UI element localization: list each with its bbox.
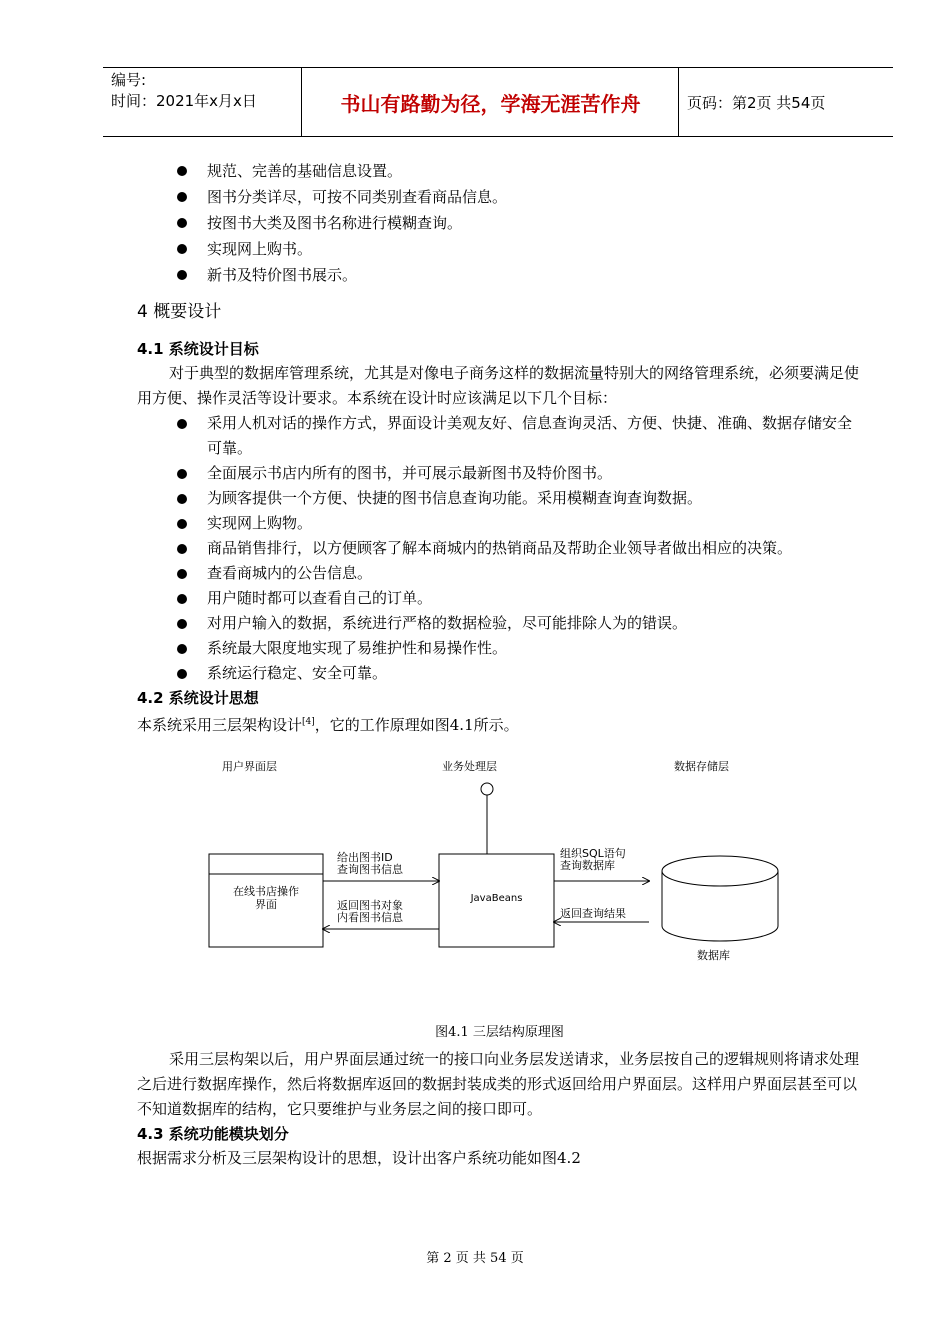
javabeans-label: JavaBeans <box>470 893 523 904</box>
list-item: 新书及特价图书展示。 <box>137 262 862 288</box>
section-4-1-intro: 对于典型的数据库管理系统，尤其是对像电子商务这样的数据流量特别大的网络管理系统，必须要满足使用方便、操作灵活等设计要求。本系统在设计时应该满足以下几个目标： <box>137 364 860 407</box>
ui-box-line: 界面 <box>255 898 277 911</box>
text-span: 本系统采用三层架构设计 <box>137 716 303 734</box>
list-item: 采用人机对话的操作方式，界面设计美观友好、信息查询灵活、方便、快捷、准确、数据存储安全可靠。 <box>137 411 862 461</box>
business-layer-label: 业务处理层 <box>442 760 497 773</box>
list-item: 对用户输入的数据，系统进行严格的数据检验，尽可能排除人为的错误。 <box>137 611 862 636</box>
list-item: 按图书大类及图书名称进行模糊查询。 <box>137 210 862 236</box>
header-page-info: 页码：第2页 共54页 <box>687 93 826 112</box>
goals-bullet-list <box>137 411 862 686</box>
citation-ref[interactable]: [4] <box>302 717 315 727</box>
list-item: 全面展示书店内所有的图书，并可展示最新图书及特价图书。 <box>137 461 862 486</box>
arrow-response-label <box>337 900 403 924</box>
document-body <box>137 158 862 1171</box>
diagram-shapes <box>137 738 862 1023</box>
arrow-label-line: 返回图书对象 <box>337 899 403 912</box>
section-4-2-title: 4.2 系统设计思想 <box>137 689 259 707</box>
arrow-result-label: 返回查询结果 <box>560 907 626 920</box>
arrow-query-label <box>560 848 626 872</box>
database-top <box>662 856 778 886</box>
list-item: 查看商城内的公告信息。 <box>137 561 862 586</box>
arrow-label-line: 查询数据库 <box>560 859 615 872</box>
figure-caption: 图4.1 三层结构原理图 <box>435 1025 564 1040</box>
list-item: 规范、完善的基础信息设置。 <box>137 158 862 184</box>
database-label: 数据库 <box>697 949 730 962</box>
list-item: 实现网上购书。 <box>137 236 862 262</box>
list-item: 图书分类详尽，可按不同类别查看商品信息。 <box>137 184 862 210</box>
list-item: 商品销售排行，以方便顾客了解本商城内的热销商品及帮助企业领导者做出相应的决策。 <box>137 536 862 561</box>
header-time: 时间：2021年x月x日 <box>111 92 257 110</box>
arrow-request-label <box>337 852 403 876</box>
arrow-label-line: 内看图书信息 <box>337 911 403 924</box>
ui-layer-label: 用户界面层 <box>222 760 277 773</box>
intro-bullet-list <box>137 158 862 288</box>
ui-box-label <box>209 885 323 911</box>
page-footer: 第 2 页 共 54 页 <box>426 1251 524 1266</box>
list-item: 实现网上购物。 <box>137 511 862 536</box>
section-4-2-explanation: 采用三层构架以后，用户界面层通过统一的接口向业务层发送请求，业务层按自己的逻辑规则将请求处理之后进行数据库操作，然后将数据库返回的数据封装成类的形式返回给用户界面层。这样用户界面层甚至可以不知道数据库的结构，它只要维护与业务层之间的接口即可。 <box>137 1050 860 1118</box>
section-4-title: 4 概要设计 <box>137 302 222 322</box>
ui-box-line: 在线书店操作 <box>233 885 299 898</box>
header-code: 编号: <box>111 71 147 89</box>
page-header <box>103 67 893 137</box>
text-span: ，它的工作原理如图4.1所示。 <box>314 716 519 734</box>
list-item: 用户随时都可以查看自己的订单。 <box>137 586 862 611</box>
list-item: 系统最大限度地实现了易维护性和易操作性。 <box>137 636 862 661</box>
interface-circle <box>481 783 493 795</box>
section-4-1-title: 4.1 系统设计目标 <box>137 340 259 358</box>
data-layer-label: 数据存储层 <box>674 760 729 773</box>
three-tier-diagram <box>137 738 862 1023</box>
header-motto: 书山有路勤为径，学海无涯苦作舟 <box>303 68 679 136</box>
section-4-3-title: 4.3 系统功能模块划分 <box>137 1125 289 1143</box>
arrow-label-line: 查询图书信息 <box>337 863 403 876</box>
arrow-label-line: 组织SQL语句 <box>560 847 626 860</box>
section-4-3-text: 根据需求分析及三层架构设计的思想，设计出客户系统功能如图4.2 <box>137 1149 581 1167</box>
list-item: 为顾客提供一个方便、快捷的图书信息查询功能。采用模糊查询查询数据。 <box>137 486 862 511</box>
section-4-2-text <box>137 710 862 738</box>
arrow-label-line: 给出图书ID <box>337 851 393 864</box>
list-item: 系统运行稳定、安全可靠。 <box>137 661 862 686</box>
header-meta <box>103 68 302 136</box>
